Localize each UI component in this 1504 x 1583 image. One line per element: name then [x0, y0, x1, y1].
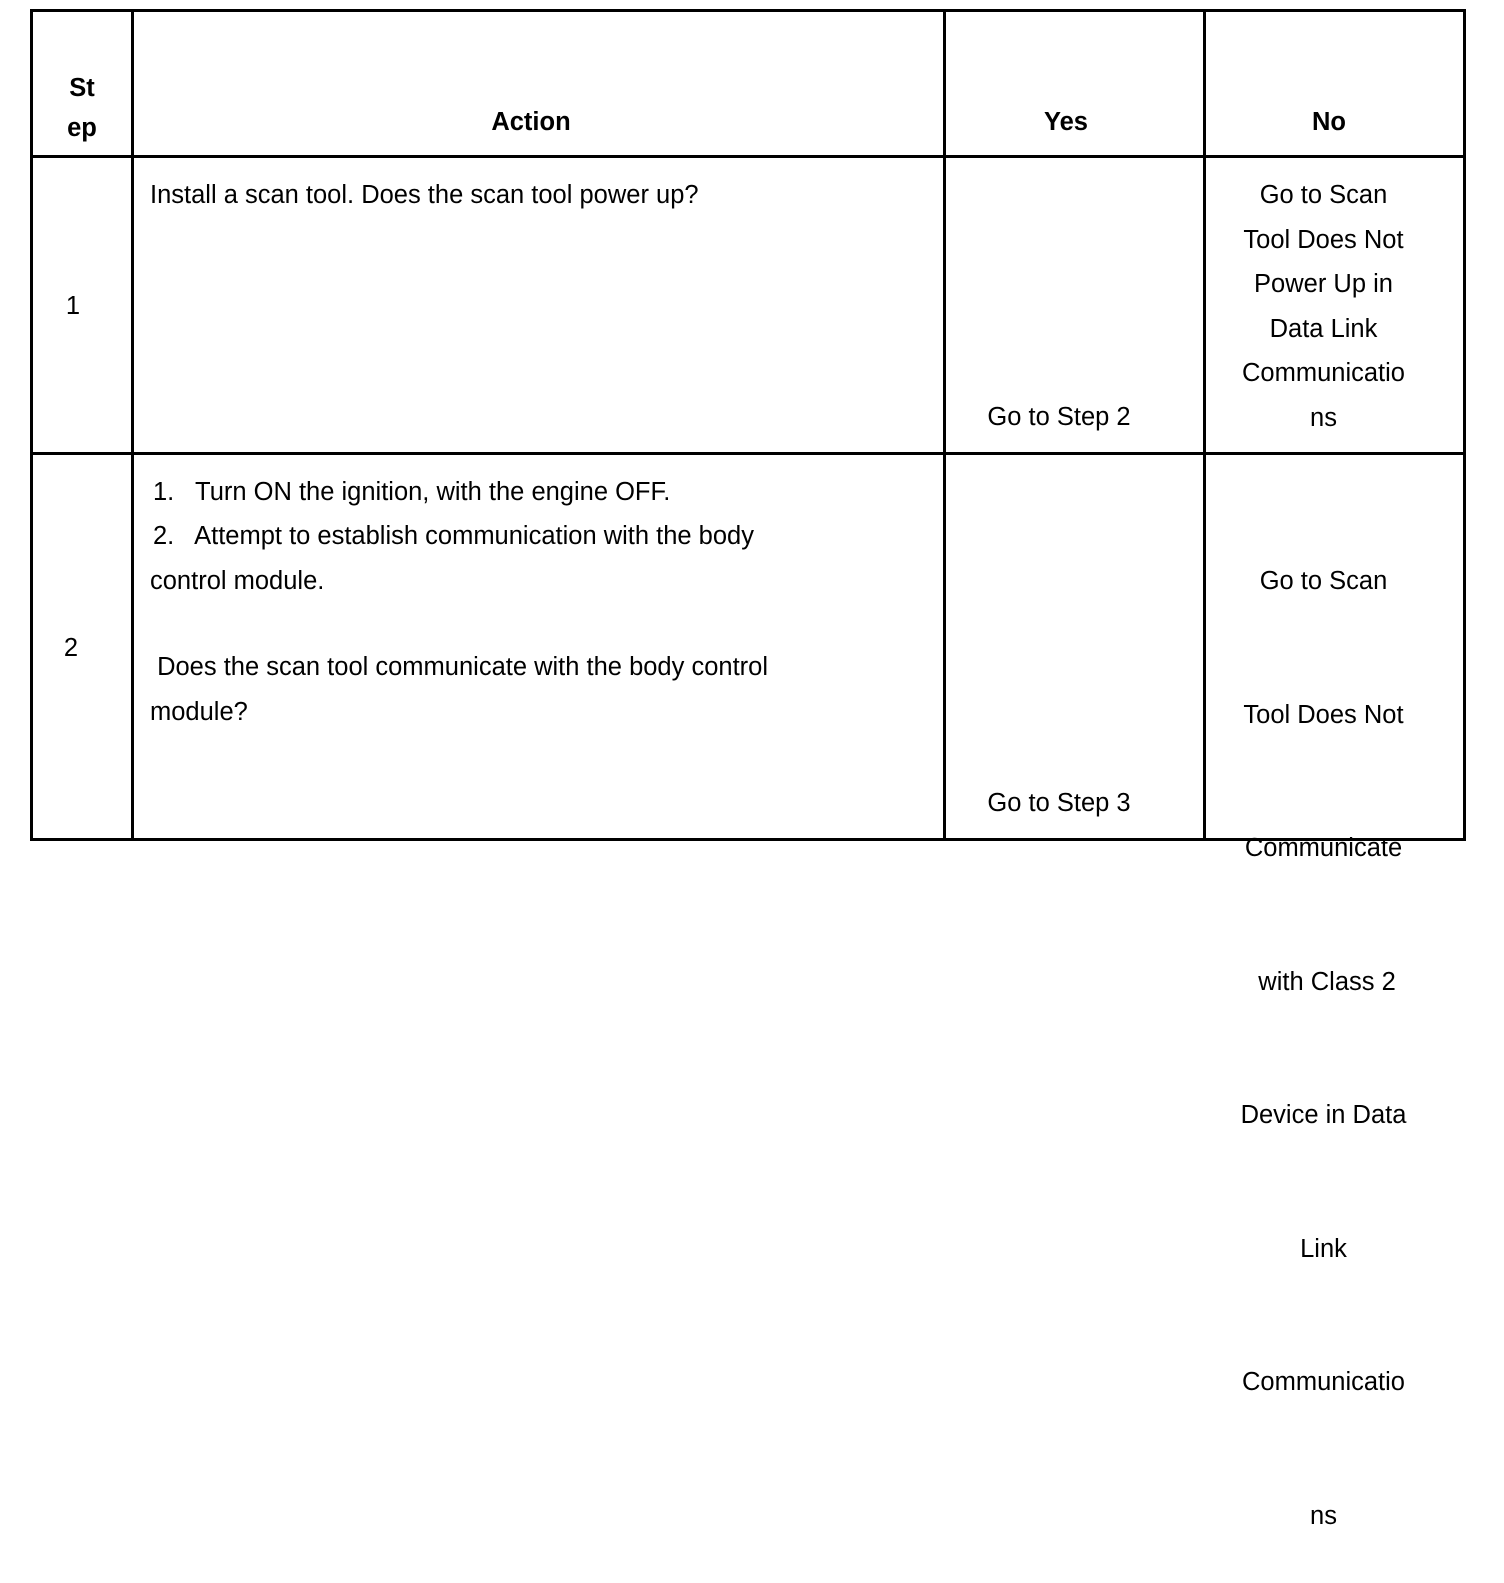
row2-action-line2: 2. Attempt to establish communication with the body: [153, 522, 754, 550]
row1-action: Install a scan tool. Does the scan tool power up?: [150, 181, 699, 209]
row2-no-line: Tool Does Not: [1243, 700, 1404, 729]
row2-no: [1206, 470, 1441, 1583]
row2-action-line1: 1. Turn ON the ignition, with the engine OFF.: [153, 478, 671, 506]
row1-no-line: Power Up in: [1254, 270, 1393, 298]
row1-step: 1: [65, 292, 81, 320]
header-step: [33, 68, 131, 148]
header-action: Action: [491, 108, 571, 136]
row1-no-line: Go to Scan: [1259, 181, 1388, 209]
row1-no-line: Communicatio: [1242, 359, 1405, 387]
row1-no-line: Tool Does Not: [1243, 225, 1404, 254]
row1-yes: Go to Step 2: [987, 403, 1131, 431]
header-yes: Yes: [1044, 108, 1088, 136]
header-no: No: [1312, 108, 1346, 136]
row1-no-line: ns: [1310, 403, 1337, 432]
row2-step: 2: [63, 634, 79, 662]
row1-no-line: Data Link: [1269, 314, 1378, 343]
row-divider: [30, 452, 1466, 455]
header-step-line1: St: [69, 74, 95, 102]
row2-no-line: Link: [1300, 1234, 1347, 1263]
row2-no-line: ns: [1310, 1501, 1337, 1530]
header-divider: [30, 155, 1466, 158]
row2-no-line: Go to Scan: [1259, 567, 1388, 595]
row2-action-line3: control module.: [150, 567, 325, 595]
header-step-line2: ep: [67, 114, 97, 142]
row2-no-line: with Class 2: [1251, 967, 1396, 996]
row2-no-line: Device in Data: [1240, 1101, 1407, 1129]
row2-yes: Go to Step 3: [987, 789, 1131, 817]
row1-no: [1206, 173, 1441, 440]
row2-no-line: Communicatio: [1242, 1368, 1405, 1396]
row2-action-line4: Does the scan tool communicate with the body control: [150, 653, 768, 681]
row2-action-line5: module?: [150, 698, 248, 726]
row2-no-line: Communicate: [1244, 834, 1403, 862]
